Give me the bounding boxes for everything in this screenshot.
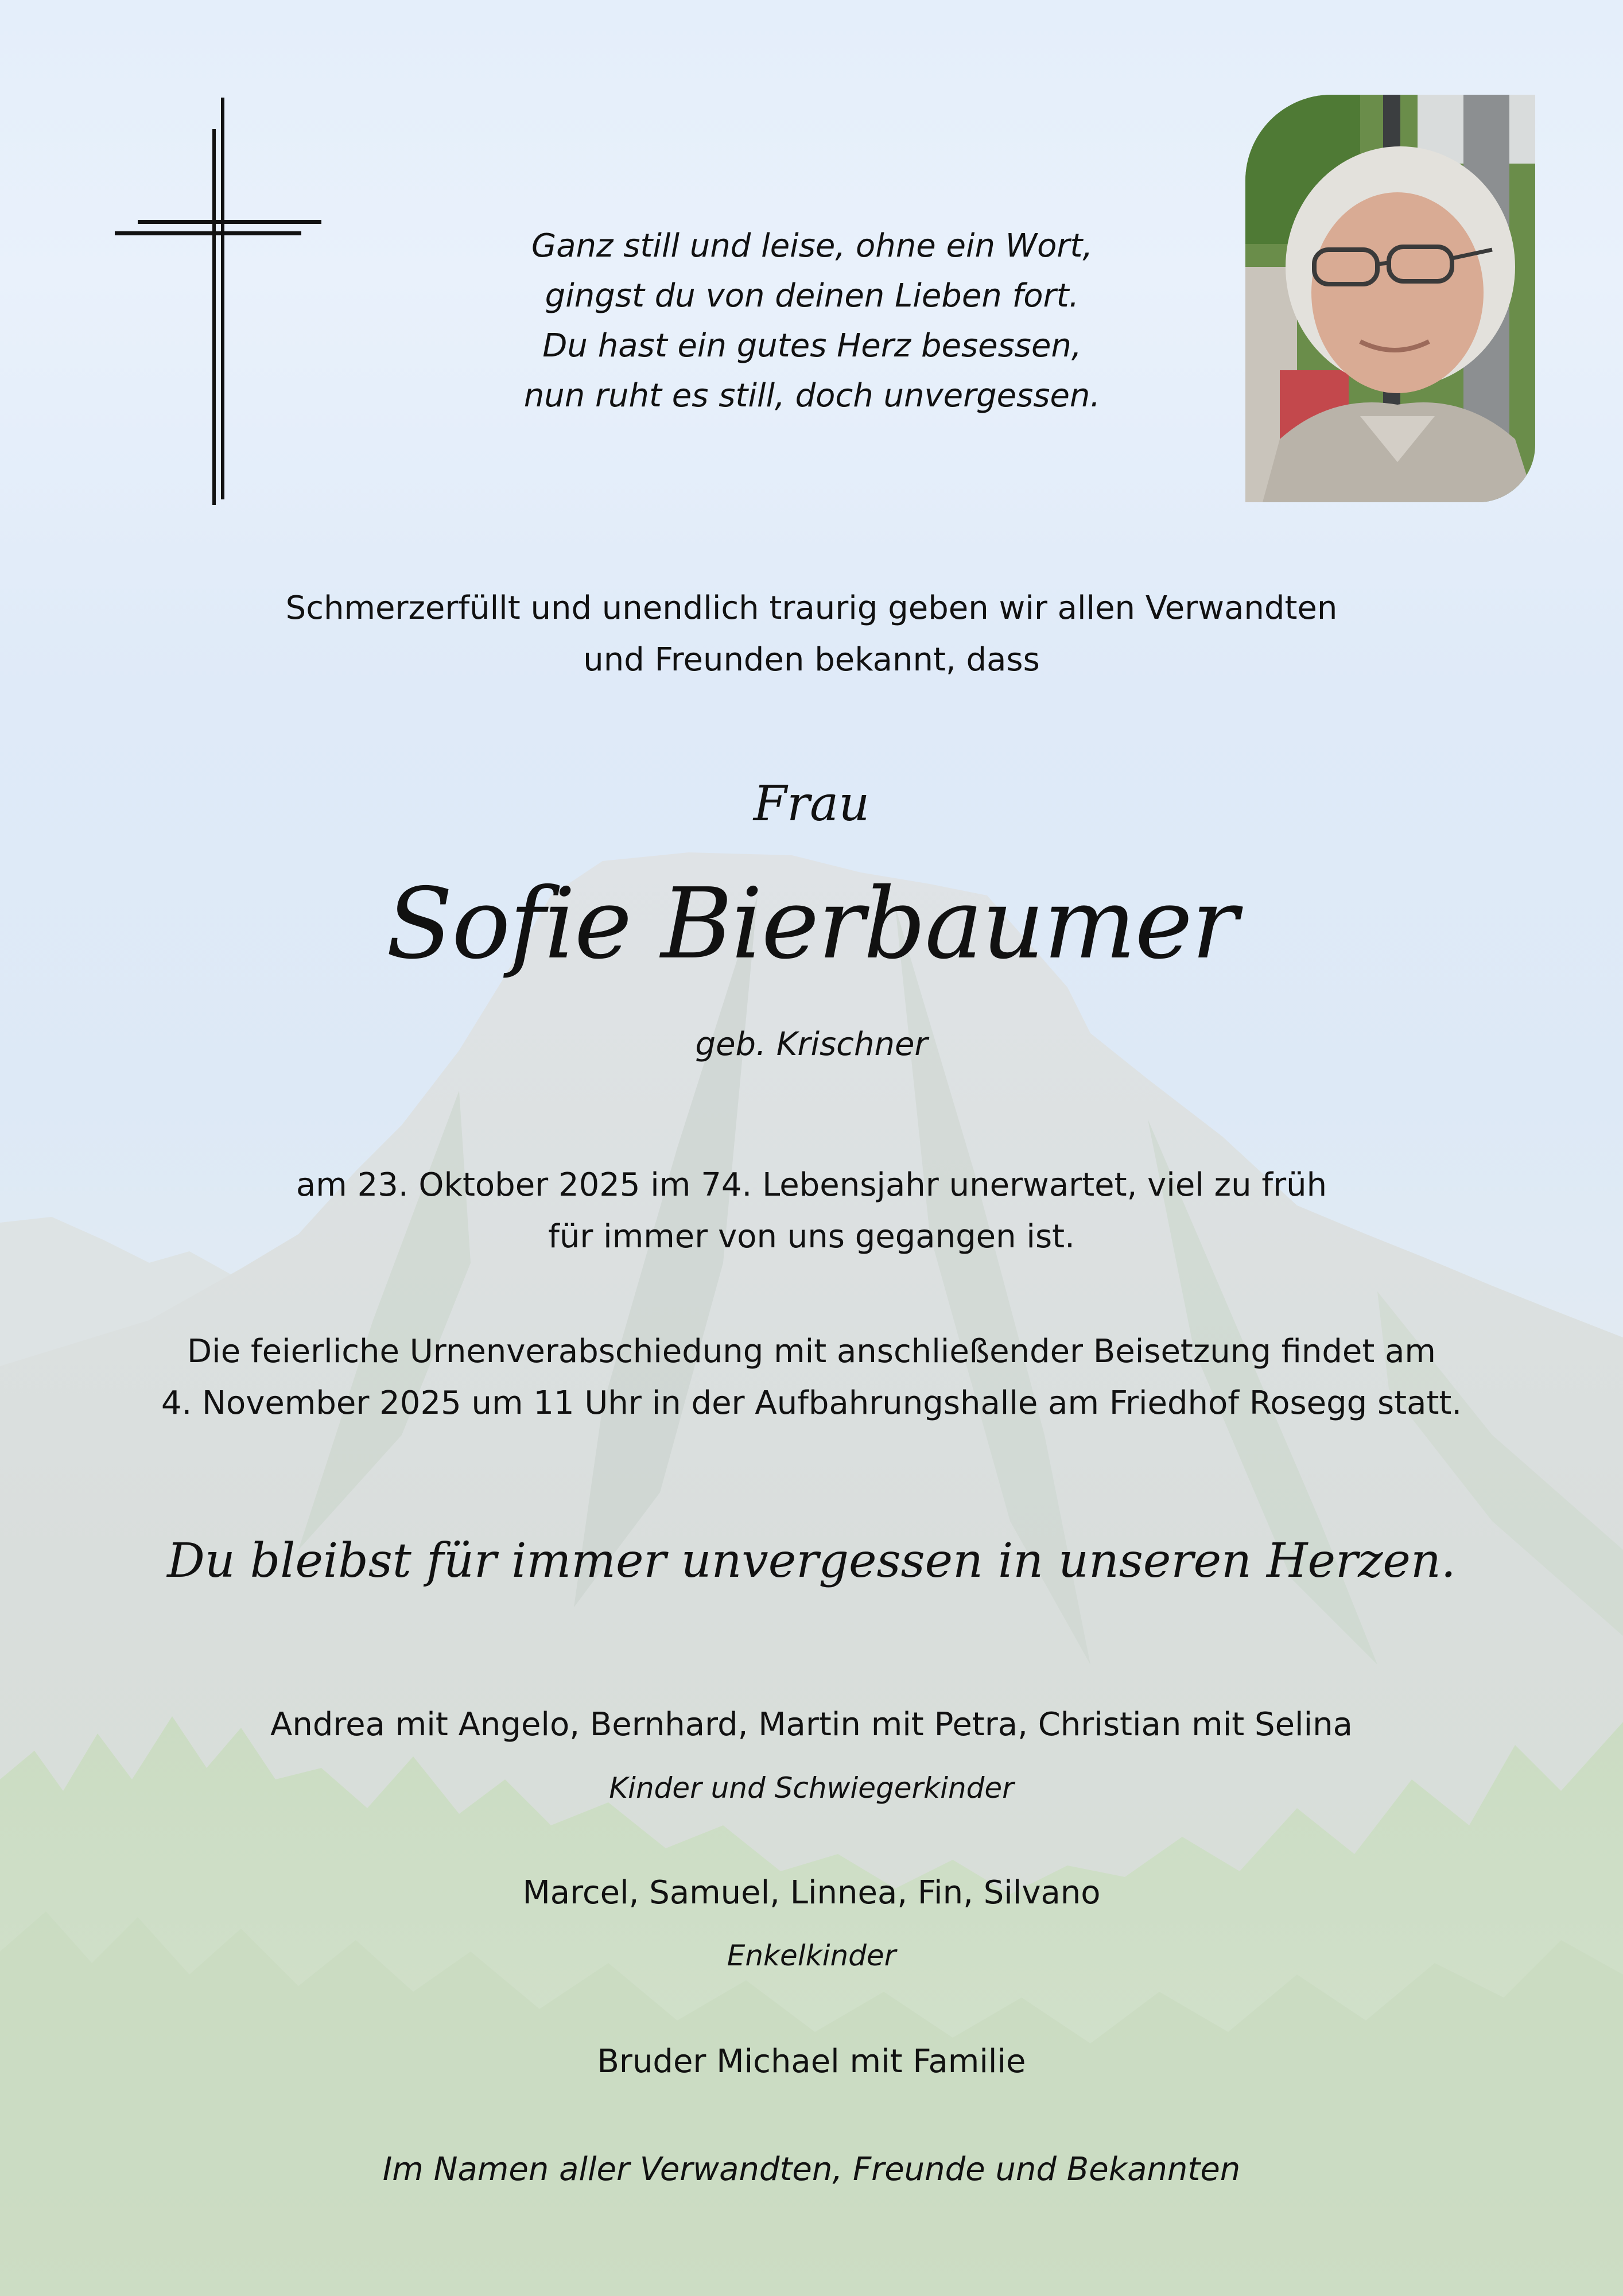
death-notice (0, 1159, 1623, 1263)
verse-line: nun ruht es still, doch unvergessen. (523, 377, 1101, 414)
verse (488, 221, 1136, 421)
ceremony-line: 4. November 2025 um 11 Uhr in der Aufbahrungshalle am Friedhof Rosegg statt. (161, 1384, 1462, 1422)
verse-line: Ganz still und leise, ohne ein Wort, (531, 227, 1093, 265)
announcement-intro (0, 583, 1623, 686)
death-line: für immer von uns gegangen ist. (548, 1218, 1075, 1255)
mourners-children: Andrea mit Angelo, Bernhard, Martin mit Petra, Christian mit Selina (270, 1706, 1353, 1743)
intro-line: Schmerzerfüllt und unendlich traurig geben wir allen Verwandten (285, 589, 1338, 627)
ceremony-info (0, 1326, 1623, 1429)
verse-line: gingst du von deinen Lieben fort. (545, 277, 1080, 315)
mourners-brother: Bruder Michael mit Familie (597, 2043, 1026, 2080)
closing-line: Im Namen aller Verwandten, Freunde und Bekannten (382, 2151, 1241, 2188)
ceremony-line: Die feierliche Urnenverabschiedung mit anschließender Beisetzung findet am (187, 1333, 1436, 1370)
portrait-photo (1245, 95, 1535, 502)
deceased-name: Sofie Bierbaumer (386, 867, 1237, 981)
death-line: am 23. Oktober 2025 im 74. Lebensjahr unerwartet, viel zu früh (296, 1166, 1327, 1204)
mourners-grandchildren: Marcel, Samuel, Linnea, Fin, Silvano (522, 1874, 1101, 1911)
deceased-title: Frau (753, 775, 870, 832)
mourners-grandchildren-role: Enkelkinder (727, 1939, 896, 1972)
verse-line: Du hast ein gutes Herz besessen, (542, 327, 1082, 364)
cross-icon (112, 98, 330, 505)
birth-name: geb. Krischner (695, 1026, 928, 1063)
memorial-motto: Du bleibst für immer unvergessen in unseren Herzen. (167, 1534, 1456, 1588)
mourners-children-role: Kinder und Schwiegerkinder (609, 1771, 1014, 1805)
intro-line: und Freunden bekannt, dass (583, 641, 1040, 678)
